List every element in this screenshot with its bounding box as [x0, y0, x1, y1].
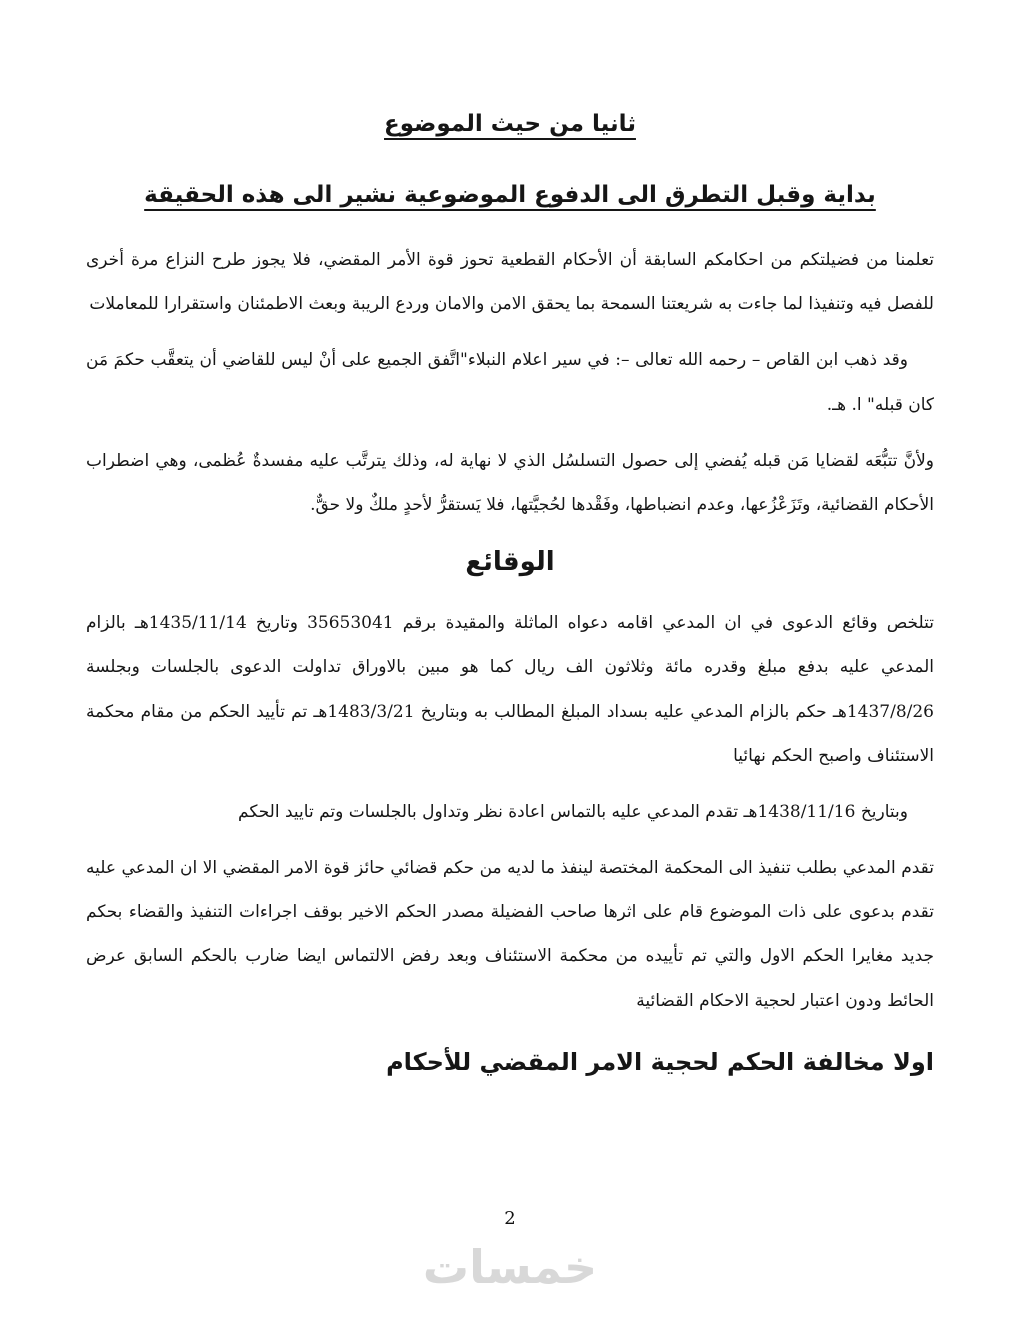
page-number: 2 [504, 1208, 516, 1229]
intro-paragraph-1: تعلمنا من فضيلتكم من احكامكم السابقة أن الأحكام القطعية تحوز قوة الأمر المقضي، فلا يجوز طرح النزاع مرة أخرى للفصل فيه وتنفيذا لما جاءت به شريعتنا السمحة بما يحقق الامن والامان وردع الريبة وبعث الاطمئنان واستقرارا للمعاملات [86, 250, 934, 315]
facts-heading: الوقائع [465, 547, 555, 578]
subsection-heading: اولا مخالفة الحكم لحجية الامر المقضي للأحكام [386, 1046, 934, 1076]
section-title: ثانيا من حيث الموضوع [384, 110, 636, 137]
facts-paragraph-2: وبتاريخ 1438/11/16هـ تقدم المدعي عليه بالتماس اعادة نظر وتداول بالجلسات وتم تاييد الحكم [238, 801, 908, 822]
intro-paragraph-3: ولأنَّ تتبُّعَه لقضايا مَن قبله يُفضي إلى حصول التسلسُل الذي لا نهاية له، وذلك يترتَّب عليه مفسدةٌ عُظمى، وهي اضطراب الأحكام القضائية، وتَزَعْزُعها، وعدم انضباطها، وفَقْدها لحُجيَّتها، فلا يَستقرُّ لأحدٍ ملكٌ ولا حقٌّ. [86, 450, 934, 515]
facts-paragraph-1: تتلخص وقائع الدعوى في ان المدعي اقامه دعواه الماثلة والمقيدة برقم 35653041 وتاريخ 1435/11/14هـ بالزام المدعي عليه بدفع مبلغ وقدره مائة وثلاثون الف ريال كما هو مبين بالاوراق تداولت الدعوى بالجلسات وبجلسة 1437/8/26هـ حكم بالزام المدعي عليه بسداد المبلغ المطالب به وبتاريخ 1483/3/21هـ تم تأييد الحكم من مقام محكمة الاستئناف واصبح الحكم نهائيا [86, 613, 934, 766]
section-subtitle: بداية وقبل التطرق الى الدفوع الموضوعية نشير الى هذه الحقيقة [144, 181, 876, 208]
intro-paragraph-2: وقد ذهب ابن القاص – رحمه الله تعالى –: في سير اعلام النبلاء"اتَّفق الجميع على أنْ ليس للقاضي أن يتعقَّب حكمَ مَن كان قبله" ا. هـ. [86, 350, 934, 415]
facts-paragraph-3: تقدم المدعي بطلب تنفيذ الى المحكمة المختصة لينفذ ما لديه من حكم قضائي حائز قوة الامر المقضي الا ان المدعي عليه تقدم بدعوى على ذات الموضوع قام على اثرها صاحب الفضيلة مصدر الحكم الاخير بوقف اجراءات التنفيذ والقضاء بحكم جديد مغايرا الحكم الاول والتي تم تأييده من محكمة الاستئناف وبعد رفض الالتماس ايضا ضارب بالحكم السابق عرض الحائط ودون اعتبار لحجية الاحكام القضائية [86, 858, 934, 1011]
khamsat-watermark: خمسات [422, 1240, 598, 1294]
